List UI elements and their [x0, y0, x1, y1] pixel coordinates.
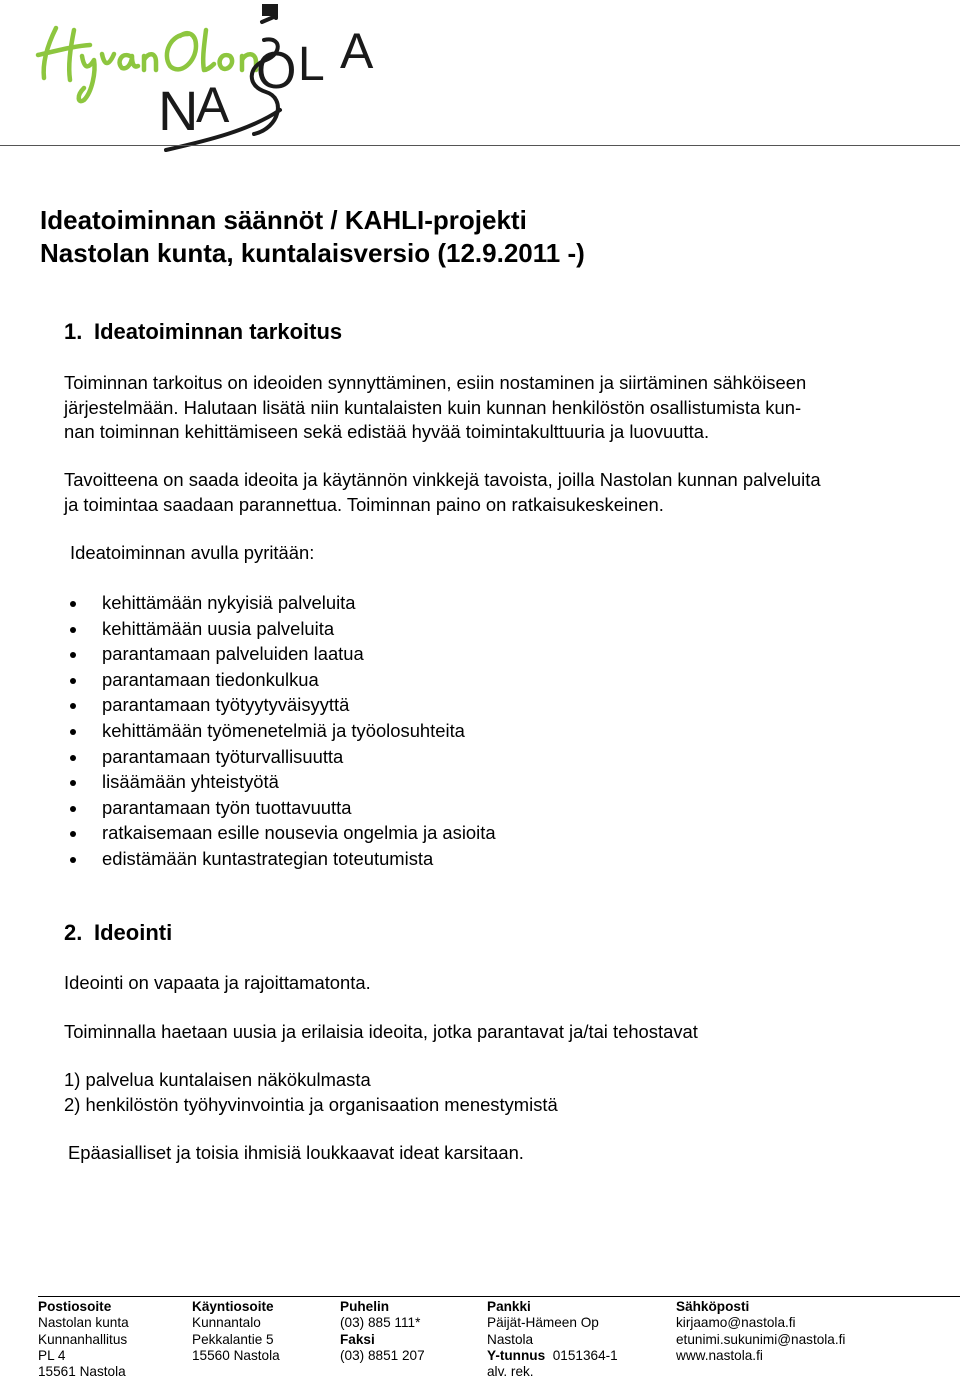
document-title: Ideatoiminnan säännöt / KAHLI-projekti: [40, 205, 527, 235]
business-id: Y-tunnus 0151364-1: [487, 1347, 618, 1363]
section-2-number: 2.: [64, 920, 83, 945]
paragraph-line: Toiminnan tarkoitus on ideoiden synnyttäminen, esiin nostaminen ja siirtäminen sähköiseen: [64, 372, 807, 393]
footer-heading: Pankki: [487, 1299, 531, 1314]
footer-line: Kunnanhallitus: [38, 1331, 128, 1347]
footer-postal-address: [38, 1299, 129, 1380]
footer-heading: Sähköposti: [676, 1299, 750, 1314]
list-item: parantamaan työn tuottavuutta: [64, 795, 496, 821]
bullet-icon: [70, 780, 76, 786]
section-1-heading: [64, 319, 342, 345]
footer-line: PL 4: [38, 1347, 66, 1363]
footer-line: Nastolan kunta: [38, 1315, 129, 1331]
list-item: kehittämään uusia palveluita: [64, 616, 496, 642]
section-1-paragraph-2: [64, 468, 944, 517]
section-1-title: Ideatoiminnan tarkoitus: [94, 319, 343, 344]
section-2-paragraph-3: [64, 1068, 944, 1117]
paragraph-line: 2) henkilöstön työhyvinvointia ja organisaation menestymistä: [64, 1093, 558, 1115]
svg-text:L: L: [298, 38, 325, 91]
bullet-icon: [70, 703, 76, 709]
email-pattern[interactable]: etunimi.sukunimi@nastola.fi: [676, 1331, 846, 1347]
footer-email: [676, 1299, 845, 1364]
footer-bank: [487, 1299, 618, 1380]
paragraph-line: Tavoitteena on saada ideoita ja käytännön vinkkejä tavoista, joilla Nastolan kunnan palveluita: [64, 469, 821, 490]
list-item: parantamaan tiedonkulkua: [64, 667, 496, 693]
footer-phone: [340, 1299, 425, 1364]
footer-heading: Käyntiosoite: [192, 1299, 274, 1314]
svg-text:O: O: [256, 42, 297, 100]
list-item: kehittämään työmenetelmiä ja työolosuhteita: [64, 718, 496, 744]
list-intro: Ideatoiminnan avulla pyritään:: [70, 542, 315, 563]
bullet-icon: [70, 652, 76, 658]
fax-label: Faksi: [340, 1331, 375, 1347]
list-item: parantamaan palveluiden laatua: [64, 641, 496, 667]
svg-text:N: N: [158, 79, 199, 142]
list-item: kehittämään nykyisiä palveluita: [64, 590, 496, 616]
website-link[interactable]: www.nastola.fi: [676, 1347, 763, 1363]
section-2-paragraph-4: Epäasialliset ja toisia ihmisiä loukkaavat ideat karsitaan.: [68, 1142, 524, 1163]
footer-line: Pekkalantie 5: [192, 1331, 274, 1347]
list-item: edistämään kuntastrategian toteutumista: [64, 846, 496, 872]
header-divider: [0, 145, 960, 146]
paragraph-line: nan toiminnan kehittämiseen sekä edistää hyvää toimintakulttuuria ja luovuutta.: [64, 421, 710, 442]
paragraph-line: järjestelmään. Halutaan lisätä niin kuntalaisten kuin kunnan henkilöstön osallistumista kun-: [64, 396, 802, 418]
bullet-icon: [70, 806, 76, 812]
svg-text:A: A: [340, 23, 374, 79]
fax-number: (03) 8851 207: [340, 1347, 425, 1363]
list-item: lisäämään yhteistyötä: [64, 769, 496, 795]
bullet-icon: [70, 755, 76, 761]
email-registry[interactable]: kirjaamo@nastola.fi: [676, 1315, 796, 1331]
bullet-icon: [70, 627, 76, 633]
list-item: parantamaan työturvallisuutta: [64, 744, 496, 770]
paragraph-line: 1) palvelua kuntalaisen näkökulmasta: [64, 1069, 371, 1090]
section-1-paragraph-1: [64, 371, 944, 445]
bullet-icon: [70, 857, 76, 863]
paragraph-line: ja toimintaa saadaan parannettua. Toiminnan paino on ratkaisukeskeinen.: [64, 493, 664, 515]
section-2-paragraph-2: Toiminnalla haetaan uusia ja erilaisia ideoita, jotka parantavat ja/tai tehostavat: [64, 1021, 698, 1042]
bank-name: Päijät-Hämeen Op: [487, 1315, 599, 1331]
section-2-paragraph-1: Ideointi on vapaata ja rajoittamatonta.: [64, 972, 371, 993]
section-1-number: 1.: [64, 319, 83, 344]
footer-visiting-address: [192, 1299, 280, 1364]
section-2-heading: [64, 920, 172, 946]
svg-text:A: A: [196, 77, 230, 133]
document-subtitle: Nastolan kunta, kuntalaisversio (12.9.2011 -): [40, 238, 585, 268]
bullet-icon: [70, 601, 76, 607]
list-item: parantamaan työtyytyväisyyttä: [64, 692, 496, 718]
list-item: ratkaisemaan esille nousevia ongelmia ja asioita: [64, 820, 496, 846]
bank-place: Nastola: [487, 1331, 534, 1347]
vat-registered: alv. rek.: [487, 1364, 534, 1380]
phone-number: (03) 885 111*: [340, 1315, 421, 1331]
footer-line: 15561 Nastola: [38, 1364, 126, 1380]
footer-divider: [38, 1296, 960, 1297]
bullet-icon: [70, 678, 76, 684]
aims-list: [64, 590, 496, 872]
bullet-icon: [70, 729, 76, 735]
footer-line: Kunnantalo: [192, 1315, 261, 1331]
footer-heading: Puhelin: [340, 1299, 390, 1314]
footer-heading: Postiosoite: [38, 1299, 112, 1314]
bullet-icon: [70, 831, 76, 837]
section-2-title: Ideointi: [94, 920, 173, 945]
footer-line: 15560 Nastola: [192, 1347, 280, 1363]
nastola-logo: [30, 0, 400, 160]
